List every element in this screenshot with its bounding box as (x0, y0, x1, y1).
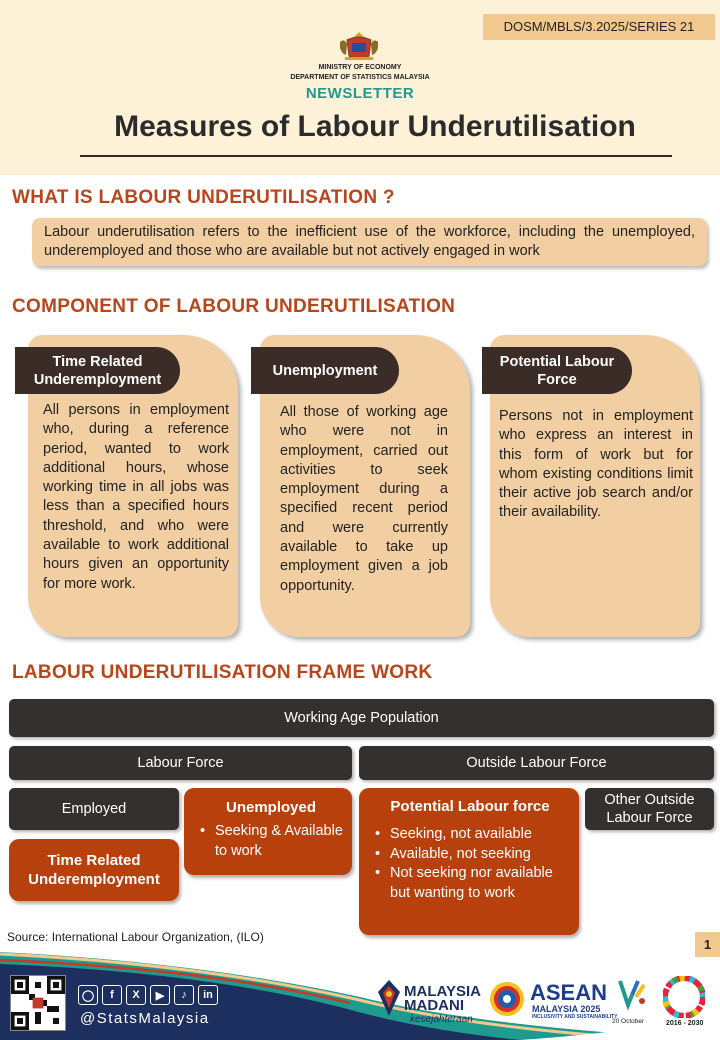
department-name: DEPARTMENT OF STATISTICS MALAYSIA (290, 74, 430, 81)
employed-box: Employed (9, 788, 179, 830)
time-related-underemployment-box (9, 839, 179, 901)
facebook-icon[interactable]: f (102, 985, 122, 1005)
framework-heading: LABOUR UNDERUTILISATION FRAME WORK (12, 662, 433, 683)
component-tag-unemployment: Unemployment (251, 347, 399, 394)
potential-bullet: • Not seeking nor available but wanting to work (373, 864, 567, 903)
asean-title: ASEAN (530, 980, 608, 1005)
source-note: Source: International Labour Organization, (ILO) (7, 930, 264, 944)
potential-labour-force-box (359, 788, 579, 935)
instagram-icon[interactable]: ◯ (78, 985, 98, 1005)
coat-of-arms-icon (337, 30, 381, 62)
time-related-label: Time Related Underemployment (28, 852, 160, 888)
component-text-potential: Persons not in employment who express an interest in this form of work but for whom existing conditions limit their active job search and/or their availability. (499, 408, 693, 521)
definition-box: Labour underutilisation refers to the inefficient use of the workforce, including the unemployed, underemployed and those who are available but not actively engaged in work (32, 218, 707, 266)
unemployed-bullet: • Seeking & Available to work (198, 822, 344, 861)
other-outside-labour-force-box: Other Outside Labour Force (585, 788, 714, 830)
linkedin-icon[interactable]: in (198, 985, 218, 1005)
component-text-time-related: All persons in employment who, during a reference period, wanted to work additional hours, whose working time in all jobs was less than a specified hours threshold, and who were available to work additional hours given an opportunity for more work. (43, 402, 229, 592)
unemployed-list (198, 822, 344, 861)
unemployed-title: Unemployed (225, 799, 316, 816)
potential-title: Potential Labour force (390, 798, 550, 815)
asean-emblem-icon (488, 980, 526, 1018)
social-icons (78, 985, 218, 1005)
world-statistics-day-icon (612, 975, 652, 1015)
outside-labour-force-bar: Outside Labour Force (359, 746, 714, 780)
madani-line1: MALAYSIA (404, 983, 481, 1000)
qr-code-icon (11, 976, 65, 1030)
sdg-years: 2016 - 2030 (666, 1020, 704, 1027)
asean-tagline: INCLUSIVITY AND SUSTAINABILITY (532, 1014, 618, 1020)
potential-list (373, 825, 567, 903)
series-label: DOSM/MBLS/3.2025/SERIES 21 (483, 14, 715, 40)
labour-force-bar: Labour Force (9, 746, 352, 780)
sdg-wheel-icon (663, 976, 705, 1018)
potential-bullet: • Available, not seeking (373, 845, 567, 865)
component-text-unemployment: All those of working age who were not in employment, carried out activities to seek employment during a specified recent period and were currently available to take up employment given a job opportunity. (280, 404, 448, 594)
youtube-icon[interactable]: ▶ (150, 985, 170, 1005)
x-twitter-icon[interactable]: X (126, 985, 146, 1005)
newsletter-label: NEWSLETTER (305, 85, 415, 102)
title-divider (80, 155, 672, 157)
madani-line3: kesejahteraan (410, 1014, 473, 1025)
unemployed-box (184, 788, 352, 875)
component-tag-potential: Potential Labour Force (482, 347, 632, 394)
working-age-population-bar: Working Age Population (9, 699, 714, 737)
stats-day-date: 20 October (612, 1018, 645, 1025)
malaysia-madani-emblem-icon (376, 978, 402, 1018)
qr-code[interactable] (10, 975, 66, 1031)
ministry-name: MINISTRY OF ECONOMY (318, 64, 402, 71)
what-is-heading: WHAT IS LABOUR UNDERUTILISATION ? (12, 187, 395, 208)
madani-line2: MADANI (404, 997, 464, 1014)
social-handle[interactable]: @StatsMalaysia (80, 1010, 210, 1027)
component-tag-time-related: Time Related Underemployment (15, 347, 180, 394)
page-title: Measures of Labour Underutilisation (114, 110, 636, 143)
component-heading: COMPONENT OF LABOUR UNDERUTILISATION (12, 296, 456, 317)
tiktok-icon[interactable]: ♪ (174, 985, 194, 1005)
page-number: 1 (695, 932, 720, 957)
asean-subtitle: MALAYSIA 2025 (532, 1004, 601, 1014)
potential-bullet: • Seeking, not available (373, 825, 567, 845)
